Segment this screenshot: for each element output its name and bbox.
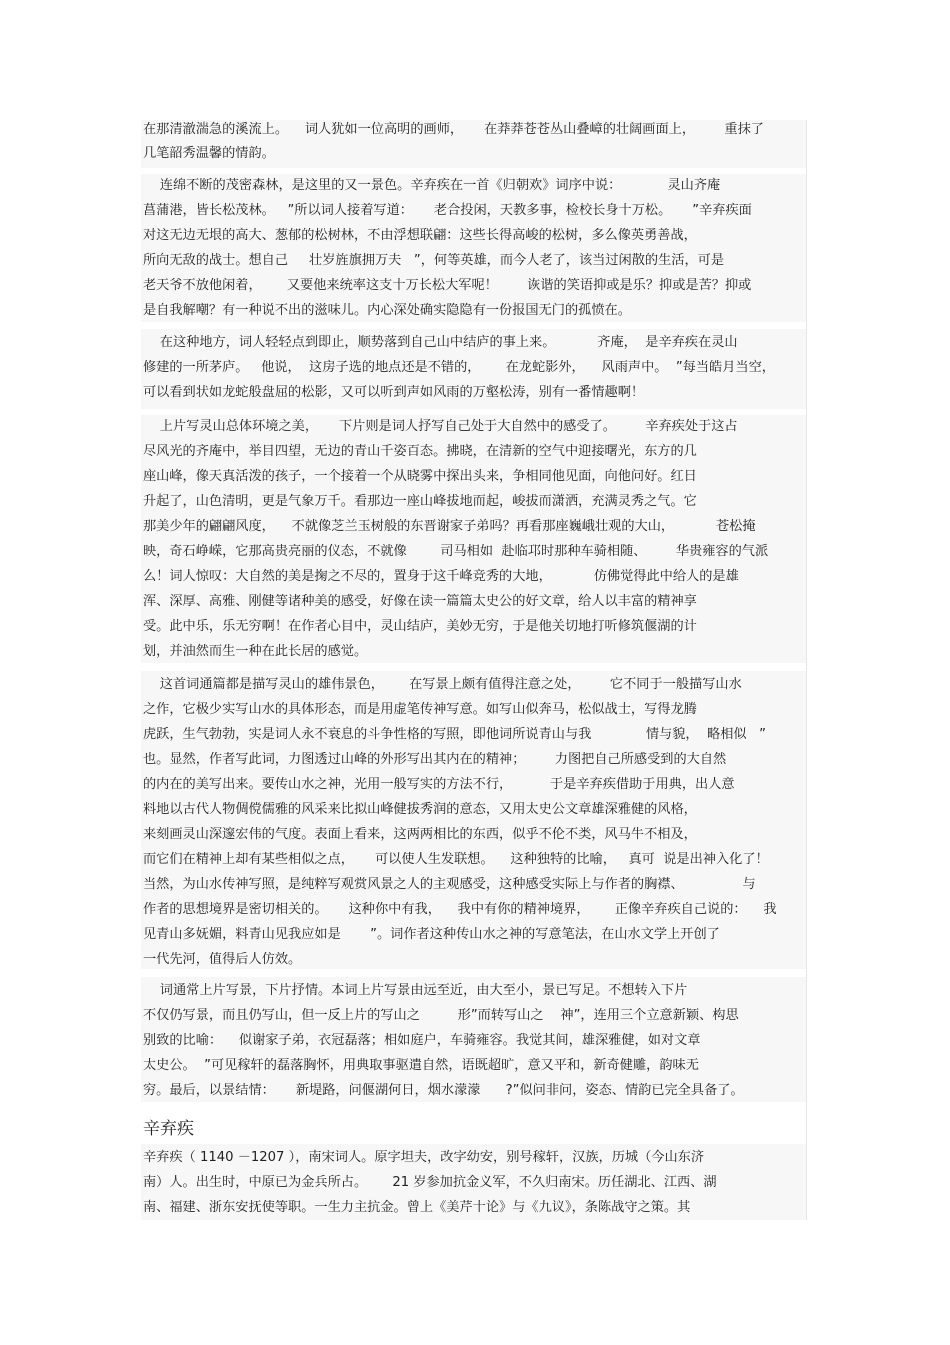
section-heading: 辛弃疾: [143, 1119, 194, 1139]
text-line: 几笔韶秀温馨的情韵。: [143, 146, 275, 161]
text-line: 座山峰，像天真活泼的孩子，一个接着一个从晓雾中探出头来，争相同他见面，向他问好。红日: [143, 469, 697, 484]
text-line: 尽风光的齐庵中，举目四望，无边的青山千姿百态。拂晓，在清新的空气中迎接曙光，东方的几: [143, 444, 697, 459]
paragraph-1: [141, 120, 806, 168]
paragraph-3: [141, 329, 806, 409]
text-line: 浑、深厚、高雅、刚健等诸种美的感受，好像在读一篇篇太史公的好文章，给人以丰富的精神享: [143, 594, 697, 609]
text-line: 之作，它极少实写山水的具体形态，而是用虚笔传神写意。如写山似奔马，松似战士，写得龙腾: [143, 702, 697, 717]
text-line: 连绵不断的茂密森林，是这里的又一景色。辛弃疾在一首《归朝欢》词序中说： 灵山齐庵: [143, 178, 721, 193]
text-line: 词通常上片写景，下片抒情。本词上片写景由远至近，由大至小，景已写足。不想转入下片: [143, 983, 688, 998]
text-line: 来刻画灵山深邃宏伟的气度。表面上看来，这两两相比的东西，似乎不伦不类，风马牛不相及，: [143, 827, 697, 842]
text-line: 划，并油然而生一种在此长居的感觉。: [143, 644, 368, 659]
text-line: 辛弃疾（ 1140 －1207 ），南宋词人。原字坦夫，改字幼安，别号稼轩，汉族，历城（今山东济: [143, 1150, 705, 1165]
text-line: 那美少年的翩翩风度， 不就像芝兰玉树般的东晋谢家子弟吗？再看那座巍峨壮观的大山， 苍松掩: [143, 519, 756, 534]
text-line: 上片写灵山总体环境之美， 下片则是词人抒写自己处于大自然中的感受了。 辛弃疾处于这占: [143, 419, 738, 434]
text-line: 别致的比喻： 似谢家子弟，衣冠磊落；相如庭户，车骑雍容。我觉其间，雄深雅健，如对文章: [143, 1033, 701, 1048]
text-line: 受。此中乐，乐无穷啊！在作者心目中，灵山结庐，美妙无穷，于是他关切地打听修筑偃湖的计: [143, 619, 697, 634]
text-line: 映，奇石峥嵘，它那高贵亮丽的仪态，不就像 司马相如 赴临邛时那种车骑相随、 华贵雍容的气派: [143, 544, 769, 559]
text-line: 一代先河，值得后人仿效。: [143, 952, 302, 967]
text-line: 也。显然，作者写此词，力图透过山峰的外形写出其内在的精神； 力图把自己所感受到的大自然: [143, 752, 727, 767]
text-line: 升起了，山色清明，更是气象万千。看那边一座山峰拔地而起，峻拔而潇洒，充满灵秀之气。它: [143, 494, 697, 509]
text-line: 南、福建、浙东安抚使等职。一生力主抗金。曾上《美芹十论》与《九议》，条陈战守之策。其: [143, 1200, 691, 1215]
text-line: 的内在的美写出来。要传山水之神，光用一般写实的方法不行， 于是辛弃疾借助于用典，出人意: [143, 777, 735, 792]
text-line: 这首词通篇都是描写灵山的雄伟景色， 在写景上颇有值得注意之处， 它不同于一般描写山水: [143, 677, 742, 692]
text-line: 是自我解嘲？有一种说不出的滋味儿。内心深处确实隐隐有一份报国无门的孤愤在。: [143, 303, 631, 318]
text-line: 穷。最后，以景结情： 新堤路，问偃湖何日，烟水濛濛 ?”似问非问，姿态、情韵已完全具备了。: [143, 1083, 744, 1098]
text-line: 老天爷不放他闲着， 又要他来统率这支十万长松大军呢！ 诙谐的笑语抑或是乐？抑或是苦？抑或: [143, 278, 752, 293]
document-page: [141, 120, 807, 1220]
paragraph-7: [141, 1144, 806, 1220]
paragraph-6: [141, 977, 806, 1102]
text-line: 料地以古代人物倜傥儒雅的风采来比拟山峰健拔秀润的意态，又用太史公文章雄深雅健的风格，: [143, 802, 697, 817]
paragraph-2: [141, 174, 806, 322]
text-line: 虎跃，生气勃勃，实是词人永不衰息的斗争性格的写照，即他词所说青山与我 情与貌， 略相似 ”: [143, 727, 766, 742]
text-line: 见青山多妩媚，料青山见我应如是 ”。词作者这种传山水之神的写意笔法，在山水文学上开创了: [143, 927, 720, 942]
text-line: 对这无边无垠的高大、葱郁的松树林，不由浮想联翩：这些长得高峻的松树，多么像英勇善战，: [143, 228, 697, 243]
paragraph-5: [141, 671, 806, 969]
text-line: 么！词人惊叹：大自然的美是掬之不尽的，置身于这千峰竞秀的大地， 仿佛觉得此中给人的是雄: [143, 569, 739, 584]
text-line: 而它们在精神上却有某些相似之点， 可以使人生发联想。 这种独特的比喻， 真可 说是出神入化了！: [143, 852, 769, 867]
text-line: 不仅仍写景，而且仍写山，但一反上片的写山之 形”而转写山之 神”，连用三个立意新颖、构思: [143, 1008, 739, 1023]
text-line: 菖蒲港，皆长松茂林。 ”所以词人接着写道： 老合投闲，天教多事，检校长身十万松。 ”辛弃疾面: [143, 203, 752, 218]
text-line: 当然，为山水传神写照，是纯粹写观赏风景之人的主观感受，这种感受实际上与作者的胸襟、 与: [143, 877, 756, 892]
text-line: 太史公。 ”可见稼轩的磊落胸怀，用典取事驱遣自然，语既超旷，意又平和，新奇健雕，韵味无: [143, 1058, 699, 1073]
text-line: 作者的思想境界是密切相关的。 这种你中有我， 我中有你的精神境界， 正像辛弃疾自己说的： 我: [143, 902, 777, 917]
text-line: 修建的一所茅庐。 他说， 这房子选的地点还是不错的， 在龙蛇影外， 风雨声中。 ”每当皓月当空，: [143, 360, 775, 375]
text-line: 在这种地方，词人轻轻点到即止，顺势落到自己山中结庐的事上来。 齐庵， 是辛弃疾在灵山: [143, 335, 738, 350]
text-line: 在那清澈湍急的溪流上。 词人犹如一位高明的画师， 在莽莽苍苍丛山叠嶂的壮阔画面上， 重抹了: [143, 122, 764, 137]
paragraph-4: [141, 415, 806, 663]
text-line: 南）人。出生时，中原已为金兵所占。 21 岁参加抗金义军，不久归南宋。历任湖北、江西、湖: [143, 1175, 717, 1190]
text-line: 可以看到状如龙蛇般盘屈的松影，又可以听到声如风雨的万壑松涛，别有一番情趣啊！: [143, 385, 645, 400]
text-line: 所向无敌的战士。想自己 壮岁旌旗拥万夫 ”，何等英雄，而今人老了，该当过闲散的生活，可是: [143, 253, 725, 268]
